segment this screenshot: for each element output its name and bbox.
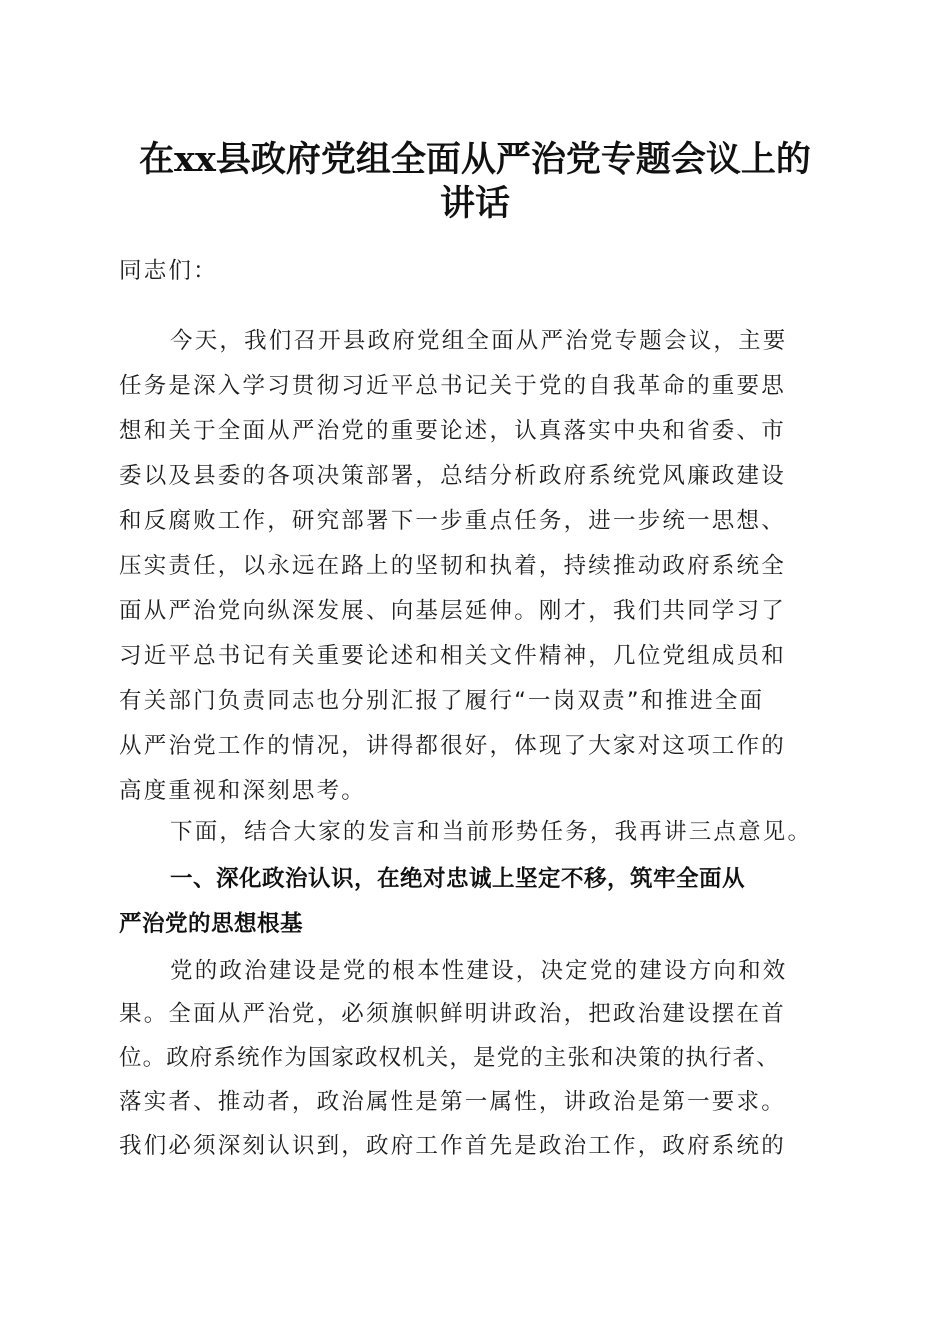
paragraph-line: 压实责任，以永远在路上的坚韧和执着，持续推动政府系统全 bbox=[119, 553, 786, 579]
paragraph-line: 面从严治党向纵深发展、向基层延伸。刚才，我们共同学习了 bbox=[119, 598, 786, 624]
paragraph-line: 党的政治建设是党的根本性建设，决定党的建设方向和效 bbox=[170, 958, 788, 984]
paragraph-line: 今天，我们召开县政府党组全面从严治党专题会议，主要 bbox=[170, 328, 788, 354]
paragraph-line: 落实者、推动者，政治属性是第一属性，讲政治是第一要求。 bbox=[119, 1089, 786, 1115]
paragraph-line: 和反腐败工作，研究部署下一步重点任务，进一步统一思想、 bbox=[119, 508, 786, 534]
document-title-line-2: 讲话 bbox=[439, 183, 510, 224]
paragraph-line: 下面，结合大家的发言和当前形势任务，我再讲三点意见。 bbox=[170, 819, 813, 845]
paragraph-line: 习近平总书记有关重要论述和相关文件精神，几位党组成员和 bbox=[119, 643, 786, 669]
section-heading-line: 一、深化政治认识，在绝对忠诚上坚定不移，筑牢全面从 bbox=[170, 866, 746, 892]
paragraph-line: 任务是深入学习贯彻习近平总书记关于党的自我革命的重要思 bbox=[119, 373, 786, 399]
paragraph-line: 位。政府系统作为国家政权机关，是党的主张和决策的执行者、 bbox=[119, 1045, 780, 1071]
section-heading-line: 严治党的思想根基 bbox=[119, 911, 304, 937]
paragraph-line: 想和关于全面从严治党的重要论述，认真落实中央和省委、市 bbox=[119, 418, 786, 444]
salutation: 同志们： bbox=[119, 258, 218, 284]
paragraph-line: 委以及县委的各项决策部署，总结分析政府系统党风廉政建设 bbox=[119, 463, 786, 489]
paragraph-line: 我们必须深刻认识到，政府工作首先是政治工作，政府系统的 bbox=[119, 1133, 786, 1159]
paragraph-line: 从严治党工作的情况，讲得都很好，体现了大家对这项工作的 bbox=[119, 733, 786, 759]
paragraph-line: 有关部门负责同志也分别汇报了履行“一岗双责”和推进全面 bbox=[119, 688, 765, 714]
paragraph-line: 高度重视和深刻思考。 bbox=[119, 778, 367, 804]
paragraph-line: 果。全面从严治党，必须旗帜鲜明讲政治，把政治建设摆在首 bbox=[119, 1001, 786, 1027]
document-title-line-1: 在xx县政府党组全面从严治党专题会议上的 bbox=[139, 139, 811, 180]
